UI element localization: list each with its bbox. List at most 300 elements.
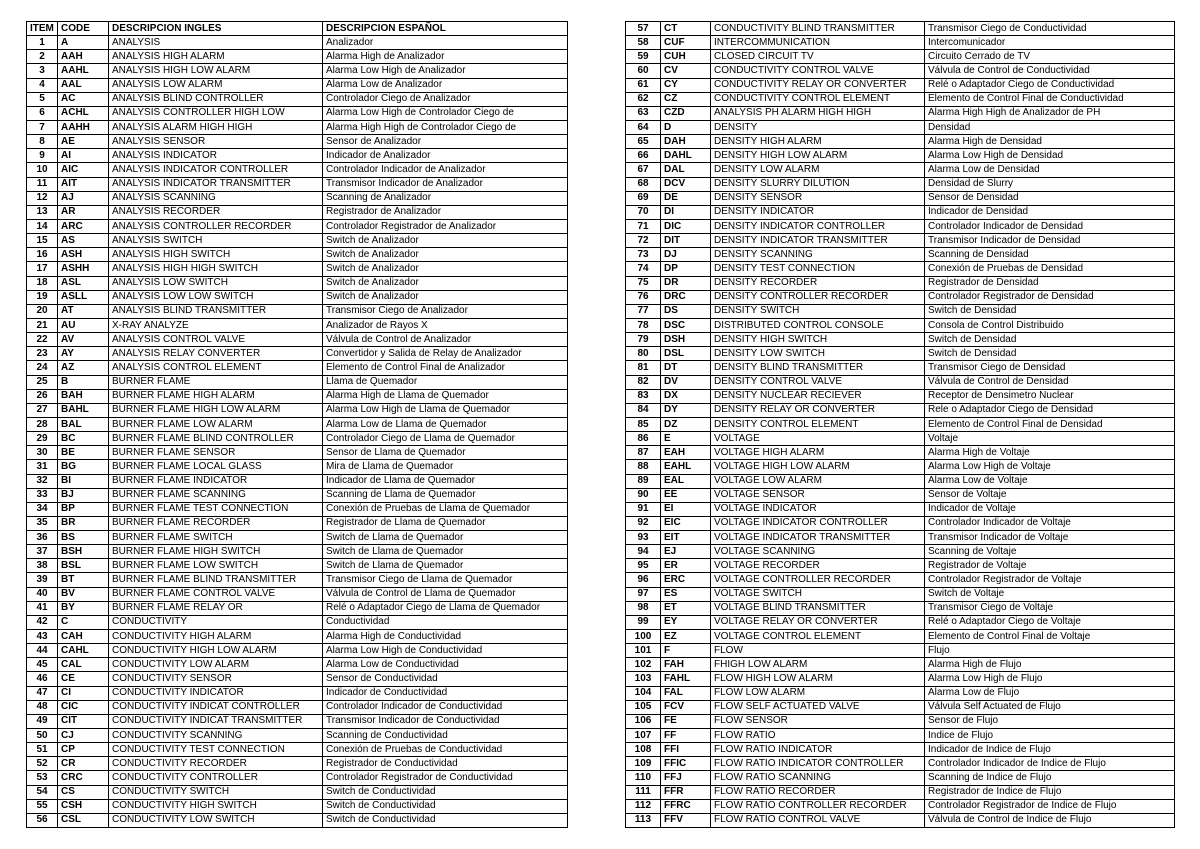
spanish-description: Scanning de Voltaje [925, 545, 1175, 559]
item-code: CRC [58, 771, 109, 785]
english-description: DENSITY SENSOR [711, 191, 925, 205]
spanish-description: Flujo [925, 644, 1175, 658]
spanish-description: Llama de Quemador [323, 375, 568, 389]
spanish-description: Indicador de Indice de Flujo [925, 743, 1175, 757]
spanish-description: Consola de Control Distribuido [925, 318, 1175, 332]
item-number: 96 [626, 573, 661, 587]
spanish-description: Sensor de Voltaje [925, 488, 1175, 502]
table-row [626, 361, 1175, 375]
english-description: DENSITY INDICATOR TRANSMITTER [711, 234, 925, 248]
spanish-description: Válvula de Control de Analizador [323, 333, 568, 347]
table-row [626, 347, 1175, 361]
item-number: 32 [27, 474, 58, 488]
table-row [27, 644, 568, 658]
table-row [27, 545, 568, 559]
glossary-body-right [626, 22, 1175, 828]
item-code: DT [661, 361, 711, 375]
item-number: 89 [626, 474, 661, 488]
spanish-description: Transmisor Ciego de Analizador [323, 304, 568, 318]
english-description: DENSITY BLIND TRANSMITTER [711, 361, 925, 375]
item-code: ERC [661, 573, 711, 587]
table-row [626, 615, 1175, 629]
spanish-description: Transmisor Ciego de Voltaje [925, 601, 1175, 615]
item-number: 80 [626, 347, 661, 361]
item-code: DR [661, 276, 711, 290]
item-number: 76 [626, 290, 661, 304]
table-row [27, 290, 568, 304]
item-number: 10 [27, 163, 58, 177]
english-description: FLOW LOW ALARM [711, 686, 925, 700]
english-description: FHIGH LOW ALARM [711, 658, 925, 672]
item-code: BE [58, 446, 109, 460]
item-code: CT [661, 22, 711, 36]
spanish-description: Alarma High de Densidad [925, 135, 1175, 149]
spanish-description: Rele o Adaptador Ciego de Densidad [925, 403, 1175, 417]
item-code: AI [58, 149, 109, 163]
spanish-description: Conexión de Pruebas de Conductividad [323, 743, 568, 757]
item-code: CUF [661, 36, 711, 50]
item-number: 92 [626, 516, 661, 530]
item-code: FFV [661, 813, 711, 827]
item-number: 97 [626, 587, 661, 601]
table-row [626, 587, 1175, 601]
english-description: FLOW RATIO RECORDER [711, 785, 925, 799]
english-description: FLOW RATIO SCANNING [711, 771, 925, 785]
item-number: 49 [27, 714, 58, 728]
item-number: 83 [626, 389, 661, 403]
item-code: DAHL [661, 149, 711, 163]
table-row [626, 304, 1175, 318]
table-row [626, 799, 1175, 813]
item-code: DY [661, 403, 711, 417]
english-description: BURNER FLAME CONTROL VALVE [109, 587, 323, 601]
spanish-description: Relé o Adaptador Ciego de Conductividad [925, 78, 1175, 92]
english-description: ANALYSIS INDICATOR [109, 149, 323, 163]
item-code: ARC [58, 219, 109, 233]
spanish-description: Sensor de Llama de Quemador [323, 446, 568, 460]
item-number: 43 [27, 630, 58, 644]
item-code: AS [58, 234, 109, 248]
item-code: AAL [58, 78, 109, 92]
english-description: VOLTAGE SCANNING [711, 545, 925, 559]
spanish-description: Analizador [323, 36, 568, 50]
english-description: BURNER FLAME [109, 375, 323, 389]
item-code: CE [58, 672, 109, 686]
spanish-description: Densidad de Slurry [925, 177, 1175, 191]
english-description: CONDUCTIVITY CONTROL VALVE [711, 64, 925, 78]
item-number: 44 [27, 644, 58, 658]
spanish-description: Válvula de Control de Llama de Quemador [323, 587, 568, 601]
table-row [626, 106, 1175, 120]
english-description: CONDUCTIVITY CONTROL ELEMENT [711, 92, 925, 106]
spanish-description: Alarma Low de Analizador [323, 78, 568, 92]
table-row [626, 488, 1175, 502]
spanish-description: Válvula Self Actuated de Flujo [925, 700, 1175, 714]
item-code: DIC [661, 219, 711, 233]
table-row [27, 799, 568, 813]
item-code: FAL [661, 686, 711, 700]
table-row [27, 375, 568, 389]
item-code: FE [661, 714, 711, 728]
item-number: 62 [626, 92, 661, 106]
table-row [27, 700, 568, 714]
item-number: 94 [626, 545, 661, 559]
item-number: 53 [27, 771, 58, 785]
item-code: AZ [58, 361, 109, 375]
table-row [626, 460, 1175, 474]
spanish-description: Sensor de Densidad [925, 191, 1175, 205]
item-number: 60 [626, 64, 661, 78]
item-number: 28 [27, 417, 58, 431]
english-description: ANALYSIS BLIND TRANSMITTER [109, 304, 323, 318]
spanish-description: Densidad [925, 120, 1175, 134]
item-number: 66 [626, 149, 661, 163]
spanish-description: Switch de Analizador [323, 290, 568, 304]
table-row [27, 304, 568, 318]
item-code: DCV [661, 177, 711, 191]
table-row [27, 460, 568, 474]
header-code: CODE [58, 22, 109, 36]
english-description: DENSITY SWITCH [711, 304, 925, 318]
spanish-description: Switch de Analizador [323, 234, 568, 248]
item-number: 70 [626, 205, 661, 219]
spanish-description: Controlador Registrador de Densidad [925, 290, 1175, 304]
english-description: DENSITY INDICATOR [711, 205, 925, 219]
table-row [27, 177, 568, 191]
table-row [27, 531, 568, 545]
english-description: BURNER FLAME SWITCH [109, 531, 323, 545]
table-row [626, 502, 1175, 516]
english-description: VOLTAGE INDICATOR [711, 502, 925, 516]
item-number: 40 [27, 587, 58, 601]
item-code: DIT [661, 234, 711, 248]
table-row [27, 601, 568, 615]
english-description: DENSITY RECORDER [711, 276, 925, 290]
item-number: 64 [626, 120, 661, 134]
item-code: CAH [58, 630, 109, 644]
item-code: AAHL [58, 64, 109, 78]
english-description: ANALYSIS HIGH SWITCH [109, 248, 323, 262]
english-description: FLOW HIGH LOW ALARM [711, 672, 925, 686]
item-code: EJ [661, 545, 711, 559]
table-row [27, 573, 568, 587]
table-row [27, 64, 568, 78]
english-description: DENSITY [711, 120, 925, 134]
item-code: FCV [661, 700, 711, 714]
item-number: 74 [626, 262, 661, 276]
item-code: CIC [58, 700, 109, 714]
english-description: BURNER FLAME BLIND TRANSMITTER [109, 573, 323, 587]
spanish-description: Alarma High de Flujo [925, 658, 1175, 672]
table-row [626, 163, 1175, 177]
item-code: FFRC [661, 799, 711, 813]
table-row [27, 686, 568, 700]
english-description: CONDUCTIVITY RECORDER [109, 757, 323, 771]
english-description: VOLTAGE HIGH ALARM [711, 446, 925, 460]
english-description: ANALYSIS INDICATOR TRANSMITTER [109, 177, 323, 191]
english-description: ANALYSIS ALARM HIGH HIGH [109, 120, 323, 134]
item-code: EE [661, 488, 711, 502]
table-row [27, 714, 568, 728]
english-description: ANALYSIS HIGH HIGH SWITCH [109, 262, 323, 276]
table-row [626, 234, 1175, 248]
item-code: FAHL [661, 672, 711, 686]
item-number: 25 [27, 375, 58, 389]
table-row [27, 135, 568, 149]
english-description: VOLTAGE RELAY OR CONVERTER [711, 615, 925, 629]
item-code: ASHH [58, 262, 109, 276]
item-code: BAH [58, 389, 109, 403]
table-row [626, 78, 1175, 92]
spanish-description: Relé o Adaptador Ciego de Llama de Quemador [323, 601, 568, 615]
english-description: CONDUCTIVITY [109, 615, 323, 629]
table-row [626, 135, 1175, 149]
item-number: 36 [27, 531, 58, 545]
item-code: CSL [58, 813, 109, 827]
table-row [27, 587, 568, 601]
item-number: 27 [27, 403, 58, 417]
item-code: D [661, 120, 711, 134]
item-number: 23 [27, 347, 58, 361]
table-row [27, 630, 568, 644]
table-row [27, 502, 568, 516]
table-row [27, 658, 568, 672]
item-number: 14 [27, 219, 58, 233]
table-row [626, 743, 1175, 757]
item-number: 54 [27, 785, 58, 799]
table-row [27, 516, 568, 530]
table-row [626, 446, 1175, 460]
item-number: 72 [626, 234, 661, 248]
item-code: EI [661, 502, 711, 516]
english-description: ANALYSIS LOW SWITCH [109, 276, 323, 290]
table-row [27, 813, 568, 827]
item-code: ER [661, 559, 711, 573]
table-row [626, 700, 1175, 714]
english-description: VOLTAGE [711, 432, 925, 446]
item-code: AY [58, 347, 109, 361]
table-row [27, 50, 568, 64]
spanish-description: Transmisor Ciego de Densidad [925, 361, 1175, 375]
english-description: VOLTAGE BLIND TRANSMITTER [711, 601, 925, 615]
spanish-description: Registrador de Indice de Flujo [925, 785, 1175, 799]
item-number: 11 [27, 177, 58, 191]
glossary-body-left [27, 36, 568, 828]
english-description: ANALYSIS RELAY CONVERTER [109, 347, 323, 361]
item-number: 108 [626, 743, 661, 757]
english-description: DENSITY SLURRY DILUTION [711, 177, 925, 191]
spanish-description: Alarma High de Voltaje [925, 446, 1175, 460]
item-code: CI [58, 686, 109, 700]
item-number: 63 [626, 106, 661, 120]
item-number: 73 [626, 248, 661, 262]
english-description: BURNER FLAME LOW ALARM [109, 417, 323, 431]
item-code: ET [661, 601, 711, 615]
english-description: ANALYSIS HIGH ALARM [109, 50, 323, 64]
table-row [27, 432, 568, 446]
spanish-description: Válvula de Control de Indice de Flujo [925, 813, 1175, 827]
english-description: VOLTAGE INDICATOR CONTROLLER [711, 516, 925, 530]
english-description: BURNER FLAME LOCAL GLASS [109, 460, 323, 474]
english-description: DENSITY LOW ALARM [711, 163, 925, 177]
item-code: CP [58, 743, 109, 757]
spanish-description: Transmisor Ciego de Llama de Quemador [323, 573, 568, 587]
table-row [626, 248, 1175, 262]
item-number: 103 [626, 672, 661, 686]
table-row [626, 149, 1175, 163]
item-number: 102 [626, 658, 661, 672]
spanish-description: Transmisor Ciego de Conductividad [925, 22, 1175, 36]
spanish-description: Controlador Indicador de Densidad [925, 219, 1175, 233]
item-code: BI [58, 474, 109, 488]
english-description: DENSITY HIGH SWITCH [711, 333, 925, 347]
item-number: 105 [626, 700, 661, 714]
item-number: 41 [27, 601, 58, 615]
spanish-description: Transmisor Indicador de Voltaje [925, 531, 1175, 545]
english-description: DENSITY HIGH ALARM [711, 135, 925, 149]
spanish-description: Scanning de Llama de Quemador [323, 488, 568, 502]
table-row [27, 729, 568, 743]
english-description: VOLTAGE SENSOR [711, 488, 925, 502]
item-number: 46 [27, 672, 58, 686]
item-number: 26 [27, 389, 58, 403]
english-description: FLOW RATIO CONTROL VALVE [711, 813, 925, 827]
item-code: DZ [661, 417, 711, 431]
header-item: ITEM [27, 22, 58, 36]
spanish-description: Controlador Indicador de Indice de Flujo [925, 757, 1175, 771]
item-number: 69 [626, 191, 661, 205]
english-description: ANALYSIS CONTROLLER RECORDER [109, 219, 323, 233]
item-number: 55 [27, 799, 58, 813]
english-description: DENSITY INDICATOR CONTROLLER [711, 219, 925, 233]
english-description: VOLTAGE RECORDER [711, 559, 925, 573]
item-code: A [58, 36, 109, 50]
spanish-description: Transmisor Indicador de Conductividad [323, 714, 568, 728]
table-row [27, 318, 568, 332]
item-number: 82 [626, 375, 661, 389]
table-row [626, 375, 1175, 389]
item-code: DJ [661, 248, 711, 262]
item-number: 98 [626, 601, 661, 615]
english-description: CONDUCTIVITY LOW ALARM [109, 658, 323, 672]
spanish-description: Válvula de Control de Densidad [925, 375, 1175, 389]
table-row [27, 559, 568, 573]
spanish-description: Alarma Low de Flujo [925, 686, 1175, 700]
table-row [27, 191, 568, 205]
item-number: 33 [27, 488, 58, 502]
item-code: CAHL [58, 644, 109, 658]
item-number: 88 [626, 460, 661, 474]
spanish-description: Switch de Conductividad [323, 785, 568, 799]
table-row [626, 92, 1175, 106]
english-description: ANALYSIS SENSOR [109, 135, 323, 149]
spanish-description: Scanning de Densidad [925, 248, 1175, 262]
spanish-description: Alarma Low de Conductividad [323, 658, 568, 672]
item-number: 19 [27, 290, 58, 304]
item-number: 48 [27, 700, 58, 714]
item-number: 38 [27, 559, 58, 573]
spanish-description: Indicador de Analizador [323, 149, 568, 163]
item-code: CR [58, 757, 109, 771]
glossary-table-left [26, 21, 568, 828]
table-row [27, 417, 568, 431]
spanish-description: Switch de Densidad [925, 347, 1175, 361]
item-number: 93 [626, 531, 661, 545]
table-row [27, 403, 568, 417]
item-number: 79 [626, 333, 661, 347]
spanish-description: Switch de Analizador [323, 262, 568, 276]
item-code: DSC [661, 318, 711, 332]
english-description: FLOW SELF ACTUATED VALVE [711, 700, 925, 714]
item-number: 9 [27, 149, 58, 163]
item-code: E [661, 432, 711, 446]
item-code: BG [58, 460, 109, 474]
item-number: 81 [626, 361, 661, 375]
table-row [626, 120, 1175, 134]
item-number: 2 [27, 50, 58, 64]
item-number: 90 [626, 488, 661, 502]
item-code: AAHH [58, 120, 109, 134]
item-code: EAHL [661, 460, 711, 474]
spanish-description: Indicador de Densidad [925, 205, 1175, 219]
spanish-description: Elemento de Control Final de Voltaje [925, 630, 1175, 644]
spanish-description: Controlador Indicador de Voltaje [925, 516, 1175, 530]
item-code: CSH [58, 799, 109, 813]
spanish-description: Switch de Llama de Quemador [323, 545, 568, 559]
spanish-description: Alarma High de Conductividad [323, 630, 568, 644]
english-description: ANALYSIS [109, 36, 323, 50]
english-description: X-RAY ANALYZE [109, 318, 323, 332]
table-row [27, 205, 568, 219]
table-row [626, 516, 1175, 530]
item-code: DX [661, 389, 711, 403]
spanish-description: Alarma Low High de Flujo [925, 672, 1175, 686]
item-code: EAL [661, 474, 711, 488]
item-code: C [58, 615, 109, 629]
english-description: DISTRIBUTED CONTROL CONSOLE [711, 318, 925, 332]
table-row [626, 50, 1175, 64]
spanish-description: Switch de Analizador [323, 248, 568, 262]
english-description: BURNER FLAME SCANNING [109, 488, 323, 502]
english-description: INTERCOMMUNICATION [711, 36, 925, 50]
item-number: 84 [626, 403, 661, 417]
spanish-description: Controlador Ciego de Analizador [323, 92, 568, 106]
table-row [626, 36, 1175, 50]
header-english: DESCRIPCION INGLES [109, 22, 323, 36]
item-number: 57 [626, 22, 661, 36]
english-description: DENSITY CONTROL ELEMENT [711, 417, 925, 431]
table-row [27, 672, 568, 686]
item-code: BAHL [58, 403, 109, 417]
item-code: BAL [58, 417, 109, 431]
english-description: BURNER FLAME HIGH SWITCH [109, 545, 323, 559]
english-description: ANALYSIS LOW LOW SWITCH [109, 290, 323, 304]
item-code: DI [661, 205, 711, 219]
english-description: DENSITY LOW SWITCH [711, 347, 925, 361]
english-description: FLOW RATIO CONTROLLER RECORDER [711, 799, 925, 813]
item-number: 50 [27, 729, 58, 743]
item-code: FFR [661, 785, 711, 799]
table-row [27, 120, 568, 134]
spanish-description: Alarma High de Llama de Quemador [323, 389, 568, 403]
spanish-description: Alarma Low High de Analizador [323, 64, 568, 78]
table-row [626, 545, 1175, 559]
table-row [626, 714, 1175, 728]
english-description: ANALYSIS SCANNING [109, 191, 323, 205]
header-spanish: DESCRIPCION ESPAÑOL [323, 22, 568, 36]
english-description: VOLTAGE LOW ALARM [711, 474, 925, 488]
item-number: 58 [626, 36, 661, 50]
